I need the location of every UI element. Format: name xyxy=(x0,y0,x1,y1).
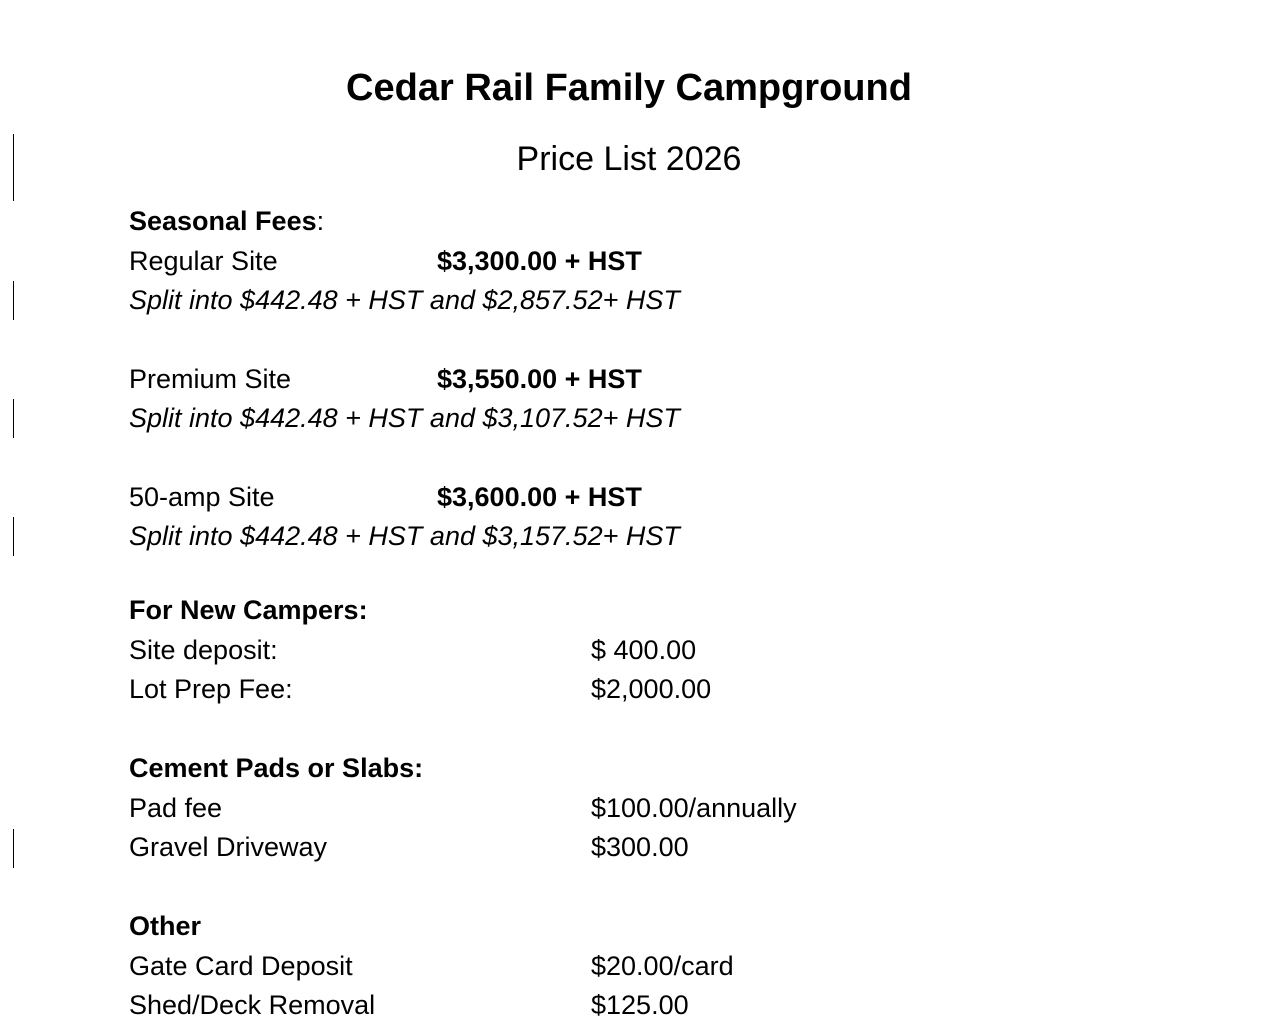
fee-price: $100.00/annually xyxy=(591,793,797,823)
new-campers-heading: For New Campers: xyxy=(129,595,368,625)
site-name: Regular Site xyxy=(129,246,278,276)
fee-price: $20.00/card xyxy=(591,951,734,981)
revision-bar xyxy=(13,517,14,556)
seasonal-heading-colon: : xyxy=(316,206,325,236)
fee-label: Site deposit: xyxy=(129,635,278,665)
fee-price: $ 400.00 xyxy=(591,635,697,665)
fee-label: Gravel Driveway xyxy=(129,832,328,862)
page-subtitle: Price List 2026 xyxy=(516,140,742,178)
site-price: $3,300.00 + HST xyxy=(437,246,642,276)
seasonal-heading xyxy=(129,204,324,238)
site-split: Split into $442.48 + HST and $3,107.52+ HST xyxy=(129,403,680,433)
cement-heading: Cement Pads or Slabs: xyxy=(129,753,424,783)
revision-bar xyxy=(13,281,14,320)
fee-label: Gate Card Deposit xyxy=(129,951,353,981)
fee-label: Shed/Deck Removal xyxy=(129,990,376,1020)
fee-label: Pad fee xyxy=(129,793,223,823)
revision-bar xyxy=(13,399,14,438)
revision-bar xyxy=(13,829,14,868)
site-name: 50-amp Site xyxy=(129,482,275,512)
fee-price: $125.00 xyxy=(591,990,689,1020)
site-price: $3,550.00 + HST xyxy=(437,364,642,394)
site-name: Premium Site xyxy=(129,364,292,394)
site-price: $3,600.00 + HST xyxy=(437,482,642,512)
fee-label: Lot Prep Fee: xyxy=(129,674,293,704)
page-title: Cedar Rail Family Campground xyxy=(346,67,912,109)
site-split: Split into $442.48 + HST and $2,857.52+ HST xyxy=(129,285,680,315)
fee-price: $2,000.00 xyxy=(591,674,712,704)
other-heading: Other xyxy=(129,911,202,941)
seasonal-heading-text: Seasonal Fees xyxy=(129,206,317,236)
fee-price: $300.00 xyxy=(591,832,689,862)
site-split: Split into $442.48 + HST and $3,157.52+ HST xyxy=(129,521,680,551)
